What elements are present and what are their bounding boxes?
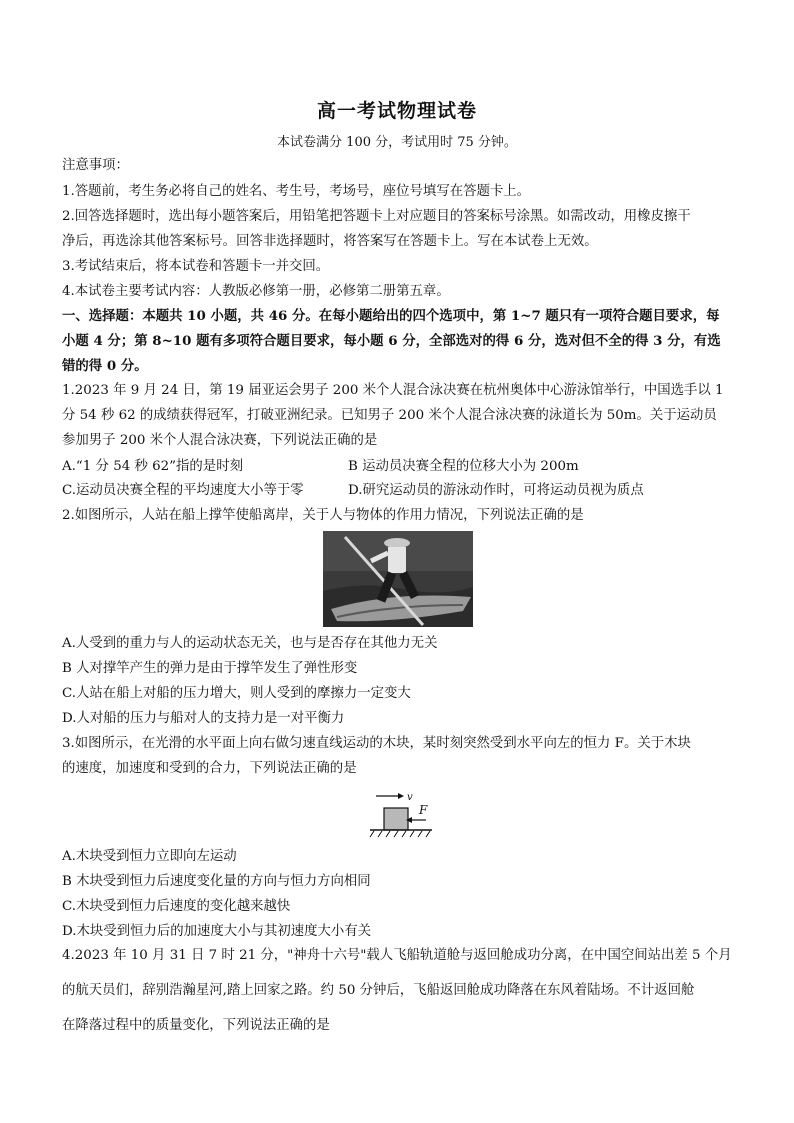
boat-pole-photo: [323, 531, 473, 627]
q1-option-a: A.“1 分 54 秒 62”指的是时刻: [62, 459, 243, 474]
section-heading: 小题 4 分；第 8~10 题有多项符合题目要求，每小题 6 分，全部选对的得 6 分，选对但不全的得 3 分，有选: [62, 333, 721, 349]
notes-heading: 注意事项：: [62, 158, 129, 173]
boat-pole-illustration: [323, 531, 473, 627]
page-title: 高一考试物理试卷: [316, 100, 477, 122]
block-force-illustration: [366, 790, 436, 838]
note-item: 4.本试卷主要考试内容：人教版必修第一册，必修第二册第五章。: [62, 284, 450, 299]
note-item: 2.回答选择题时，选出每小题答案后，用铅笔把答题卡上对应题目的答案标号涂黑。如需改动，用橡皮擦干: [62, 209, 691, 224]
force-label: F: [419, 803, 428, 817]
q1-stem: 1.2023 年 9 月 24 日，第 19 届亚运会男子 200 米个人混合泳决赛在杭州奥体中心游泳馆举行，中国选手以 1: [62, 383, 724, 398]
q2-stem: 2.如图所示，人站在船上撑竿使船离岸，关于人与物体的作用力情况，下列说法正确的是: [62, 508, 584, 523]
q4-stem: 4.2023 年 10 月 31 日 7 时 21 分，"神舟十六号"载人飞船轨道舱与返回舱成功分离，在中国空间站出差 5 个月: [62, 948, 732, 963]
block-force-diagram: [366, 790, 436, 838]
q4-stem: 在降落过程中的质量变化，下列说法正确的是: [62, 1018, 330, 1033]
q1-option-b: B 运动员决赛全程的位移大小为 200m: [348, 459, 579, 474]
section-heading: 一、选择题：本题共 10 小题，共 46 分。在每小题给出的四个选项中，第 1~7 题只有一项符合题目要求，每: [62, 308, 720, 324]
q3-option-c: C.木块受到恒力后速度的变化越来越快: [62, 899, 291, 914]
exam-subtitle: 本试卷满分 100 分，考试用时 75 分钟。: [277, 135, 517, 150]
q2-option-b: B 人对撑竿产生的弹力是由于撑竿发生了弹性形变: [62, 661, 358, 676]
q1-option-c: C.运动员决赛全程的平均速度大小等于零: [62, 483, 304, 498]
note-item: 净后，再选涂其他答案标号。回答非选择题时，将答案写在答题卡上。写在本试卷上无效。: [62, 234, 598, 249]
q4-stem: 的航天员们，辞别浩瀚星河,踏上回家之路。约 50 分钟后，飞船返回舱成功降落在东风着陆场。不计返回舱: [62, 983, 695, 998]
q1-stem: 参加男子 200 米个人混合泳决赛，下列说法正确的是: [62, 433, 378, 448]
q1-option-d: D.研究运动员的游泳动作时，可将运动员视为质点: [348, 483, 644, 498]
section-heading: 错的得 0 分。: [62, 358, 148, 374]
q2-option-c: C.人站在船上对船的压力增大，则人受到的摩擦力一定变大: [62, 686, 411, 701]
note-item: 1.答题前，考生务必将自己的姓名、考生号，考场号，座位号填写在答题卡上。: [62, 184, 531, 199]
q3-option-d: D.木块受到恒力后的加速度大小与其初速度大小有关: [62, 924, 372, 939]
q1-stem: 分 54 秒 62 的成绩获得冠军，打破亚洲纪录。已知男子 200 米个人混合泳决赛的泳道长为 50m。关于运动员: [62, 408, 717, 423]
q3-stem: 的速度，加速度和受到的合力，下列说法正确的是: [62, 761, 357, 776]
velocity-label: v: [407, 792, 413, 803]
q3-option-b: B 木块受到恒力后速度变化量的方向与恒力方向相同: [62, 874, 371, 889]
q3-stem: 3.如图所示，在光滑的水平面上向右做匀速直线运动的木块，某时刻突然受到水平向左的恒力 F。关于木块: [62, 736, 691, 751]
q3-option-a: A.木块受到恒力立即向左运动: [62, 849, 237, 864]
q2-option-a: A.人受到的重力与人的运动状态无关，也与是否存在其他力无关: [62, 636, 438, 651]
note-item: 3.考试结束后，将本试卷和答题卡一并交回。: [62, 259, 330, 274]
q2-option-d: D.人对船的压力与船对人的支持力是一对平衡力: [62, 711, 345, 726]
